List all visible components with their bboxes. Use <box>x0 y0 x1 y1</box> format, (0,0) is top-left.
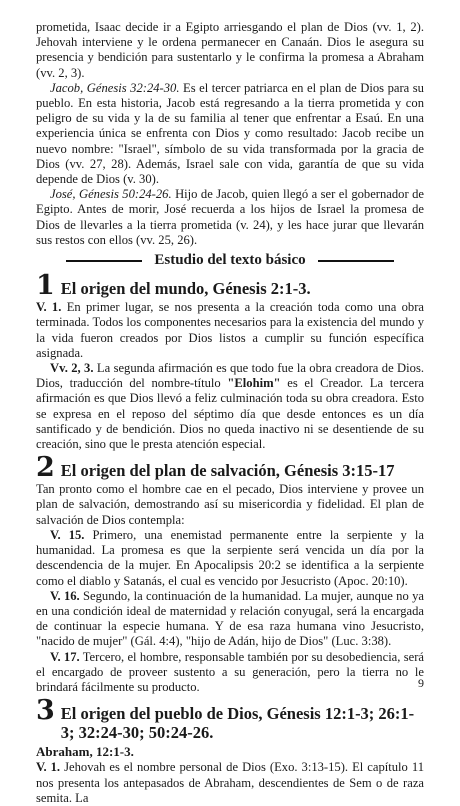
elohim-name: "Elohim" <box>227 376 281 391</box>
verse-label: V. 1. <box>36 760 61 775</box>
verse-text: Jehovah es el nombre personal de Dios (Exo. 3:13-15). El capítulo 11 nos presenta los antepasados de Abraham, descendientes de Sem o de raza semita. La <box>36 760 424 805</box>
left-rule <box>66 260 142 262</box>
jose-text: Hijo de Jacob, quien llegó a ser el gobernador de Egipto. Antes de morir, José recuerda a los hijos de Israel la promesa de Dios de llevarles a la tierra prometida (v. 24), y les hace jurar que llevarán sus restos con ellos (vv. 25, 26). <box>36 187 425 247</box>
section-2-title: El origen del plan de salvación, Génesis 3:15-17 <box>60 461 395 481</box>
jose-reference: José, Génesis 50:24-26. <box>50 187 172 202</box>
verse-text: Segundo, la continuación de la humanidad. La mujer, aunque no ya en una condición ideal de maternidad y relación conyugal, será la encargada de continuar la especie humana. Y de esa raza humana vino Jesucristo, "nacido de mujer" (Gál. 4:4), "hijo de Adán, hijo de Dios" (Luc. 3:38). <box>36 588 424 649</box>
verse-text: Primero, una enemistad permanente entre la serpiente y la humanidad. La promesa es que la serpiente será vencida un día por la descendencia de la mujer. En Apocalipsis 20:2 se identifica a la serpiente como el diablo y Satanás, el cual es vencido por Jesucristo (Apoc. 20:10). <box>36 527 424 588</box>
verse-text-cont: es el Creador. La tercera afirmación es que Dios llevó a feliz culminación toda su obra creadora. Esto se expresa en el reposo del séptimo día que desde entonces es un día santificado y de bendición. Dios no queda inactivo ni se desentiende de su creación, sino que le presta atención especial. <box>36 376 424 452</box>
section-heading <box>36 253 424 268</box>
section-title: Estudio del texto básico <box>154 252 306 269</box>
s2-intro: Tan pronto como el hombre cae en el pecado, Dios interviene y provee un plan de salvación, demostrando así su misericordia y fidelidad. El plan de salvación de Dios contempla: <box>36 482 424 527</box>
s1-verse-1 <box>36 300 424 361</box>
s2-verse-17 <box>36 650 424 696</box>
section-1-title: El origen del mundo, Génesis 2:1-3. <box>60 279 311 299</box>
verse-label: V. 17. <box>50 649 80 664</box>
subheading-abraham: Abraham, 12:1-3. <box>36 744 134 760</box>
s2-verse-16 <box>36 589 424 650</box>
heading-section-2 <box>36 452 424 484</box>
jacob-reference: Jacob, Génesis 32:24-30. <box>50 80 180 95</box>
s3-verse-1 <box>36 760 424 806</box>
verse-label: V. 15. <box>50 527 85 542</box>
verse-text: En primer lugar, se nos presenta a la creación toda como una obra terminada. Todos los componentes necesarios para la existencia del mundo y la vida fueron creados por Dios listos a cumplir su función específica asignada. <box>36 300 425 360</box>
verse-label: V. 16. <box>50 588 80 603</box>
section-3-title: El origen del pueblo de Dios, Génesis 12:1-3; 26:1-3; 32:24-30; 50:24-26. <box>60 704 415 743</box>
section-number-3: 3 <box>36 695 55 727</box>
jacob-text: Es el tercer patriarca en el plan de Dios para su pueblo. En esta historia, Jacob está regresando a la tierra prometida y con peligro de su vida y la de su familia al tener que enfrentar a Esaú. En una experiencia única se enfrenta con Dios y como resultado: Jacob recibe un nuevo nombre: "Israel", símbolo de su vida transformada por la gracia de Dios (vv. 27, 28). Además, Israel sale con vida, garantía de que su vida depende de Dios (v. 30). <box>36 80 424 187</box>
heading-section-1 <box>36 270 424 302</box>
section-number-1: 1 <box>36 270 55 302</box>
page-text <box>36 20 424 806</box>
s2-verse-15 <box>36 528 424 589</box>
section-number-2: 2 <box>36 452 55 484</box>
s1-verses-2-3 <box>36 361 424 452</box>
heading-section-3 <box>36 695 424 743</box>
verse-label: V. 1. <box>36 300 62 315</box>
verse-text: Tercero, el hombre, responsable también por su desobediencia, será el encargado de proveer sustento a su generación, pero la tierra no le brindará fácilmente su producto. <box>36 649 424 694</box>
intro-paragraph-jose <box>36 187 424 248</box>
verse-text: La segunda afirmación es que todo fue la obra creadora de Dios. Dios, traducción del nombre-título <box>36 361 424 391</box>
page-number: 9 <box>418 675 424 690</box>
verse-label: Vv. 2, 3. <box>50 361 94 376</box>
intro-paragraph-jacob <box>36 81 424 187</box>
right-rule <box>318 260 394 262</box>
intro-paragraph-isaac: prometida, Isaac decide ir a Egipto arriesgando el plan de Dios (vv. 1, 2). Jehovah interviene y le ordena permanecer en Canaán. Dios le asegura su presencia y bendición para sustentarlo y le confirma la promesa a Abraham (vv. 2, 3). <box>36 20 424 80</box>
